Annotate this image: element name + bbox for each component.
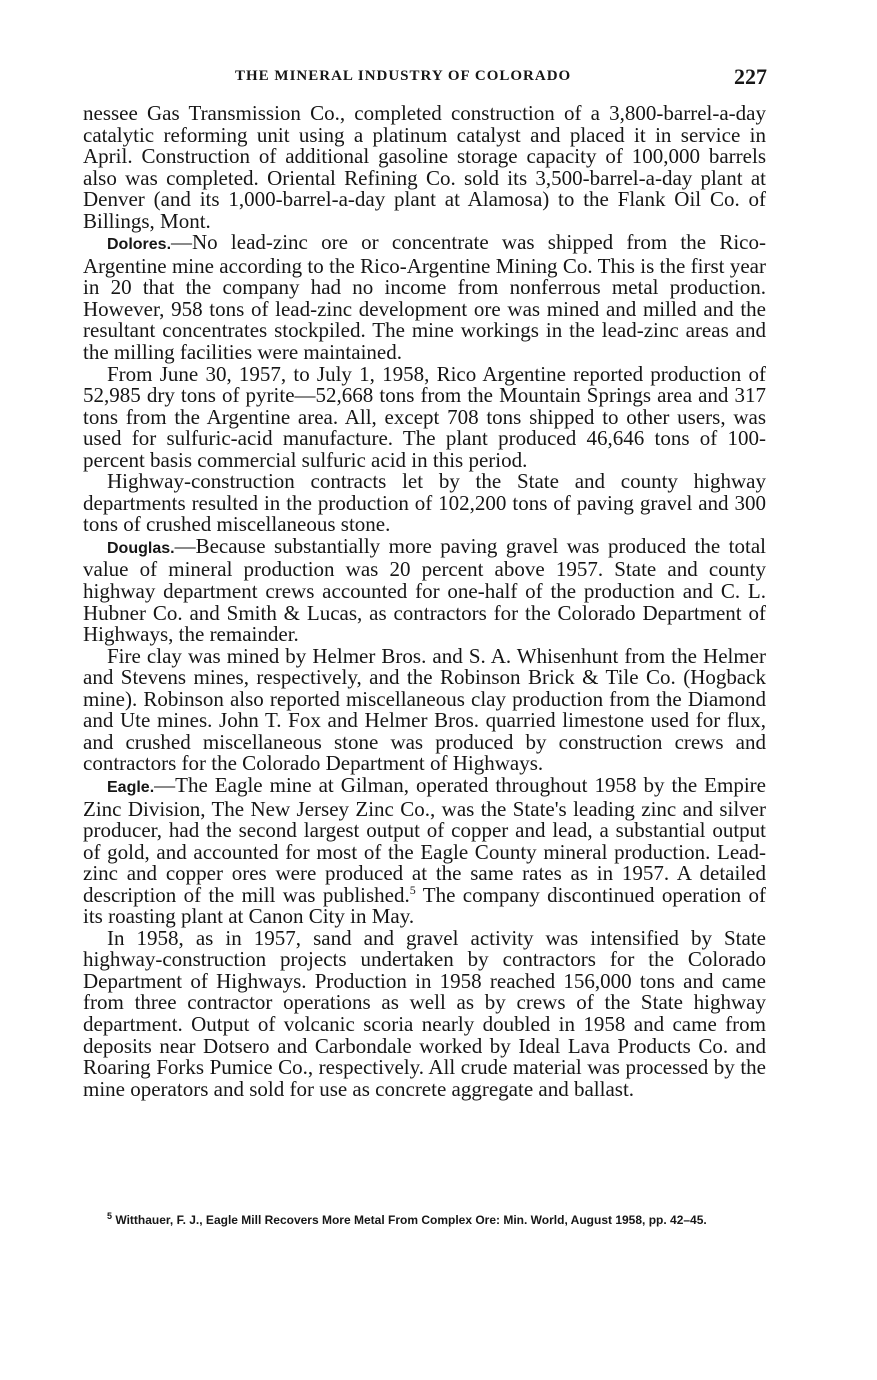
paragraph-text: —The Eagle mine at Gilman, operated throughout 1958 by the Empire Zinc Division, The New Jersey Zinc Co., was the State's leading zinc and silver producer, had the second largest output of copper and lead, a substantial output of gold, and accounted for most of the Eagle County mineral production. Lead-zinc and copper ores were produced at the same rates as in 1957. A detailed description of the mill was published. (83, 772, 766, 907)
paragraph-dolores (83, 232, 766, 363)
county-heading-eagle: Eagle. (107, 778, 155, 796)
paragraph-douglas (83, 533, 766, 647)
page-number: 227 (734, 64, 767, 89)
paragraph-text: —No lead-zinc ore or concentrate was shipped from the Rico-Argentine mine according to the Rico-Argentine Mining Co. This is the first year in 20 that the company had no income from nonferrous metal production. However, 958 tons of lead-zinc development ore was mined and milled and the resultant concentrates stockpiled. The mine workings in the lead-zinc areas and the milling facilities were maintained. (83, 230, 766, 365)
paragraph-pyrite-production (83, 361, 766, 472)
footnote-reference: 5 (409, 882, 416, 897)
footnote (83, 1210, 766, 1227)
paragraph-text: —Because substantially more paving gravel was produced the total value of mineral production was 20 percent above 1957. State and county highway department crews accounted for one-half of the production and C. L. Hubner Co. and Smith & Lucas, as contractors for the Colorado Department of Highways, the remainder. (83, 533, 766, 647)
paragraph-text-continued: The company discontinued operation of its roasting plant at Canon City in May. (83, 882, 767, 929)
footnote-text: Witthauer, F. J., Eagle Mill Recovers More Metal From Complex Ore: Min. World, August 1958, pp. 42–45. (115, 1213, 707, 1227)
footnote-mark: 5 (107, 1211, 113, 1221)
body-text (83, 103, 766, 1100)
paragraph-dolores-highway (83, 471, 766, 536)
paragraph-text: Fire clay was mined by Helmer Bros. and S. A. Whisenhunt from the Helmer and Stevens mines, respectively, and the Robinson Brick & Tile Co. (Hogback mine). Robinson also reported miscellaneous clay production from the Diamond and Ute mines. John T. Fox and Helmer Bros. quarried limestone used for flux, and crushed miscellaneous stone was produced by construction crews and contractors for the Colorado Department of Highways. (83, 643, 766, 776)
paragraph-text: Highway-construction contracts let by the State and county highway departments resulted in the production of 102,200 tons of paving gravel and 300 tons of crushed miscellaneous stone. (83, 469, 766, 537)
county-heading-douglas: Douglas. (107, 539, 175, 557)
paragraph-fire-clay (83, 643, 766, 776)
paragraph-refining-continued (83, 103, 766, 232)
paragraph-text: From June 30, 1957, to July 1, 1958, Rico Argentine reported production of 52,985 dry tons of pyrite—52,668 tons from the Mountain Springs area and 317 tons from the Argentine area. All, except 708 tons shipped to other users, was used for sulfuric-acid manufacture. The plant produced 46,646 tons of 100-percent basis commercial sulfuric acid in this period. (83, 361, 766, 472)
running-title: THE MINERAL INDUSTRY OF COLORADO (235, 68, 572, 84)
running-head (87, 64, 769, 90)
paragraph-text: In 1958, as in 1957, sand and gravel activity was intensified by State highway-construction projects undertaken by contractors for the Colorado Department of Highways. Production in 1958 reached 156,000 tons and came from three contractor operations as well as by crews of the State highway department. Output of volcanic scoria nearly doubled in 1958 and came from deposits near Dotsero and Carbondale worked by Ideal Lava Products Co. and Roaring Forks Pumice Co., respectively. All crude material was processed by the mine operators and sold for use as concrete aggregate and ballast. (83, 925, 766, 1101)
paragraph-eagle (83, 772, 767, 929)
county-heading-dolores: Dolores. (107, 236, 172, 254)
paragraph-text: nessee Gas Transmission Co., completed construction of a 3,800-barrel-a-day catalytic reforming unit using a platinum catalyst and placed it in service in April. Construction of additional gasoline storage capacity of 100,000 barrels also was completed. Oriental Refining Co. sold its 3,500-barrel-a-day plant at Denver (and its 1,000-barrel-a-day plant at Alamosa) to the Flank Oil Co. of Billings, Mont. (83, 101, 766, 233)
paragraph-sand-gravel (83, 925, 766, 1101)
